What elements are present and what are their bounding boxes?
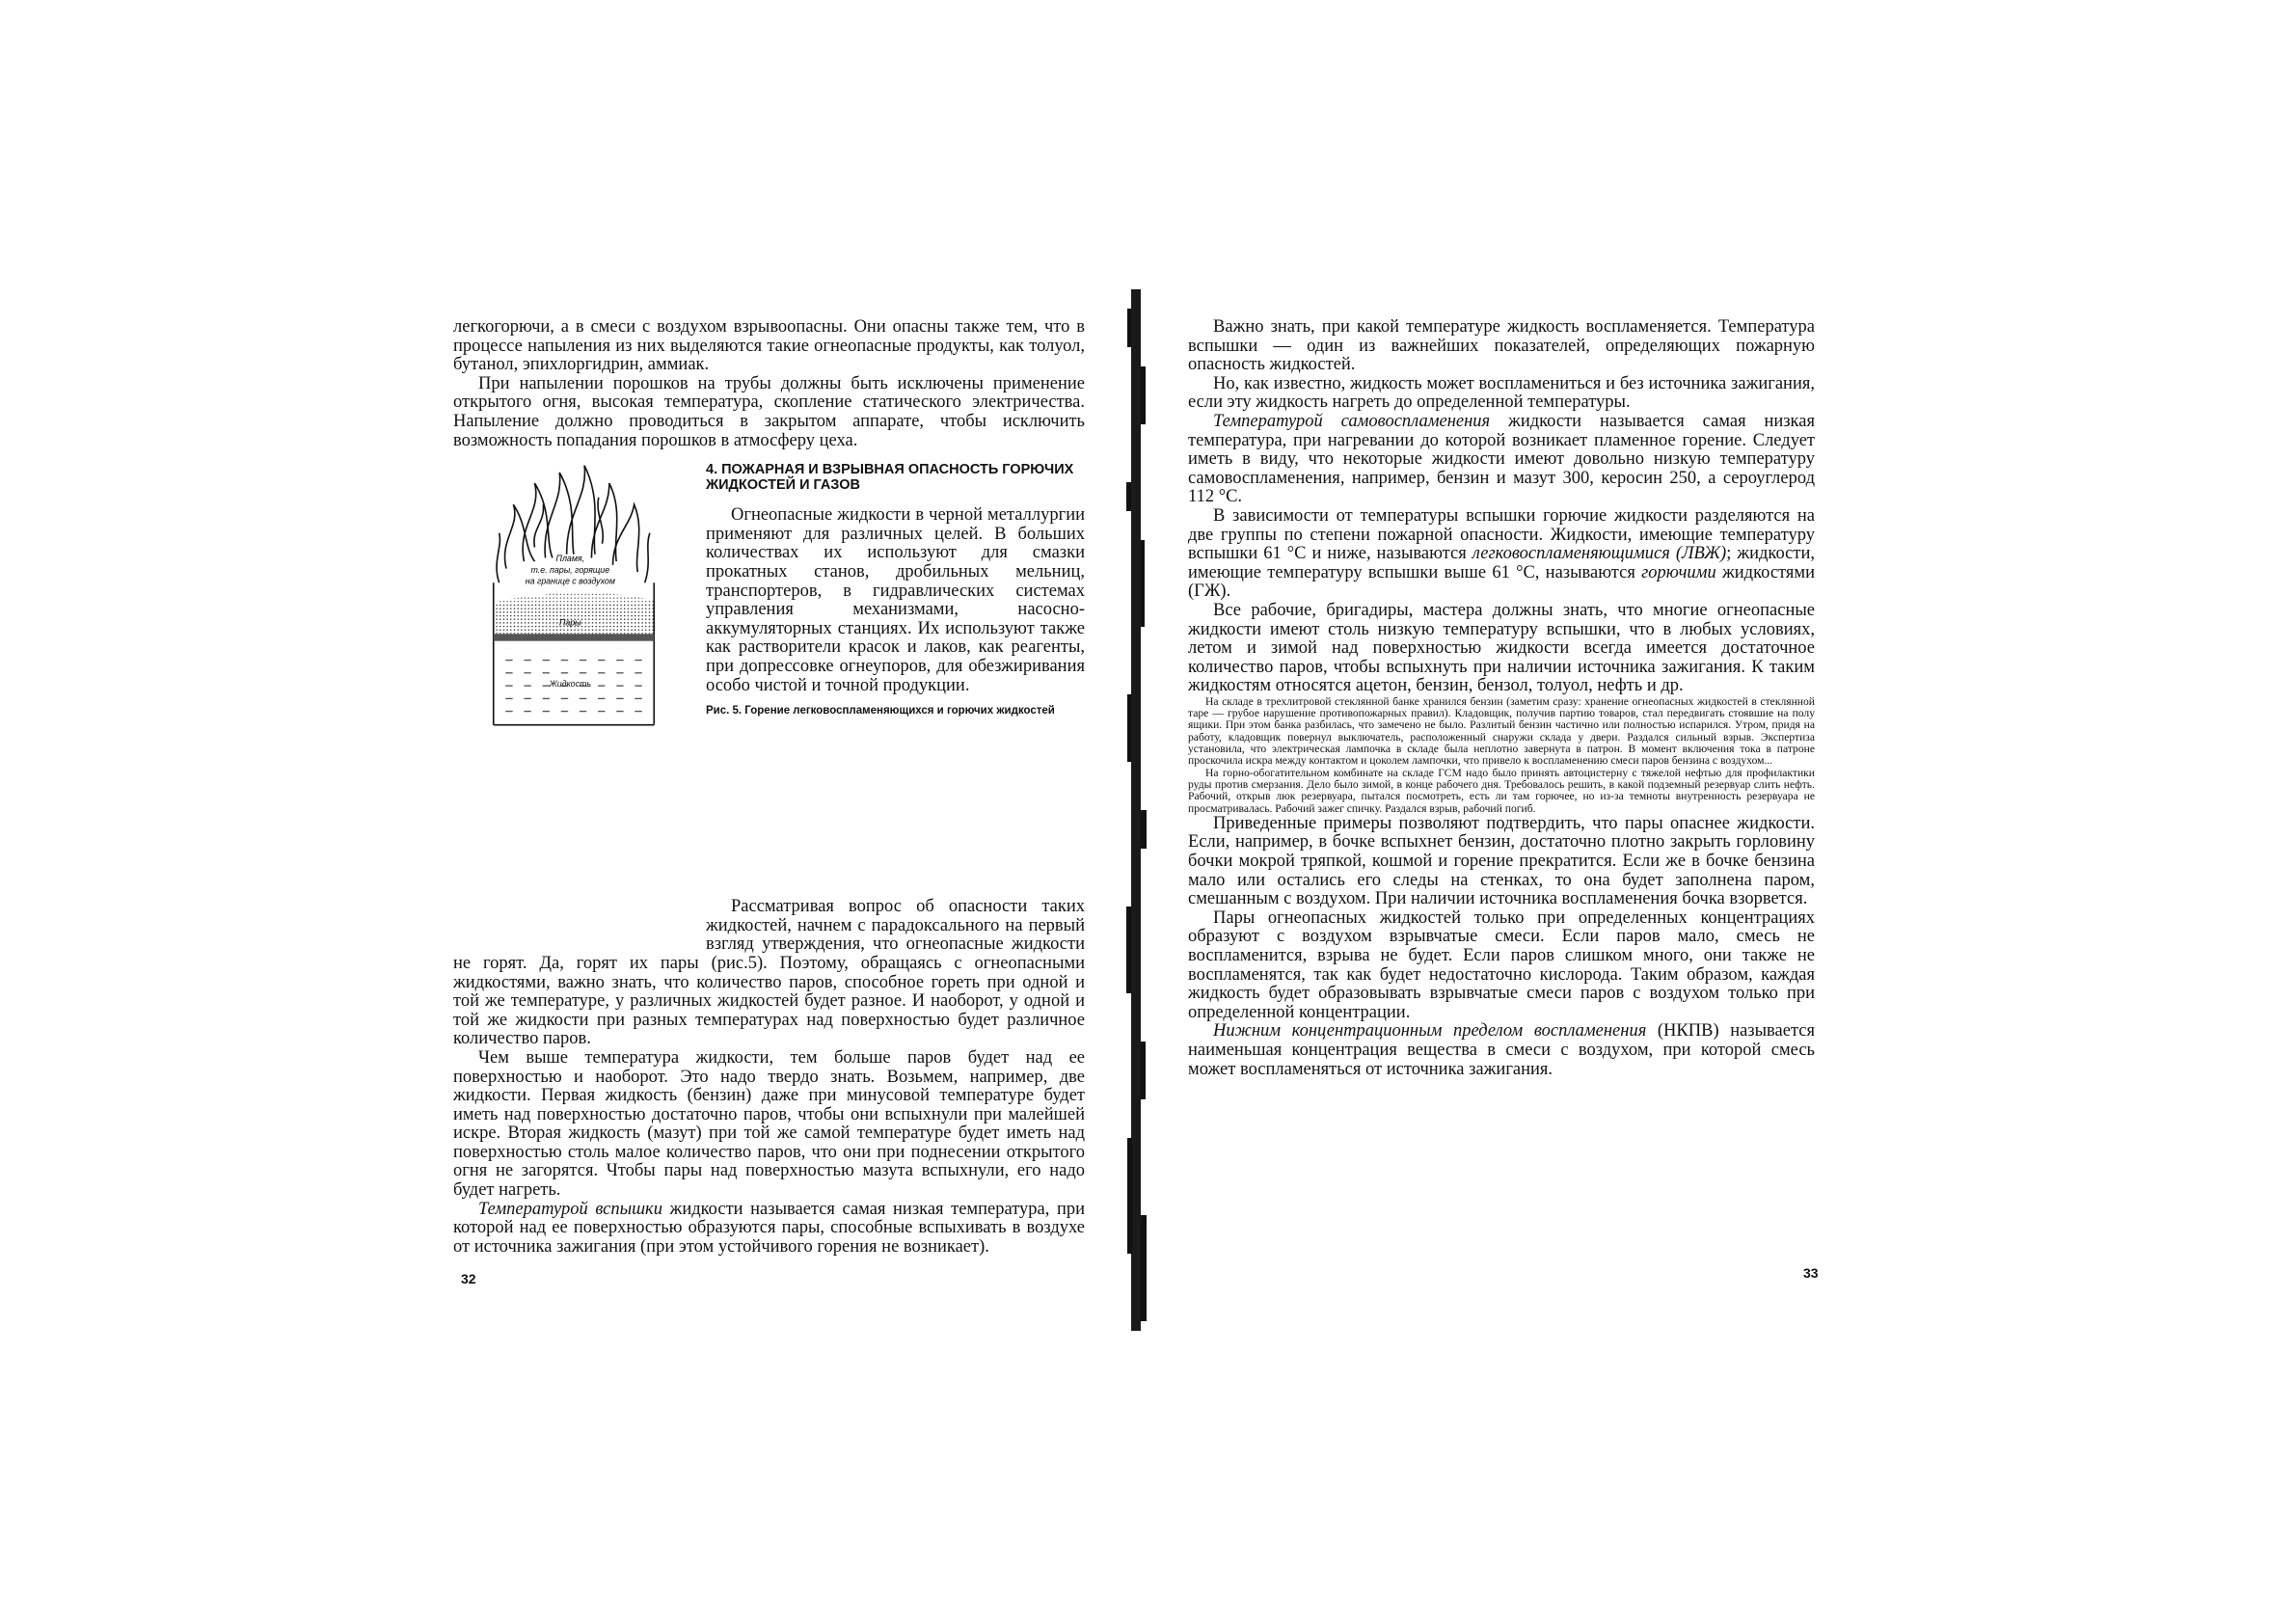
paragraph-8: Нижним концентрационным пределом воспламенения (НКПВ) называется наименьшая концентрация вещества в смеси с воздухом, при которой смесь может воспламеняться от источника зажигания. <box>1188 1021 1815 1079</box>
label-vapors: Пары <box>558 617 581 628</box>
paragraph-7: Пары огнеопасных жидкостей только при определенных концентрациях образуют с воздухом взрывчатые смеси. Если паров мало, смесь не воспламенится, взрыва не будет. Если паров слишком много, они также не воспламенятся, так как будет недостаточно кислорода. Таким образом, каждая жидкость будет образовывать взрывчатые смеси паров с воздухом только при определенной концентрации. <box>1188 907 1815 1022</box>
right-page <box>1188 318 1815 1079</box>
body-paragraph-2: Чем выше температура жидкости, тем больше паров будет над ее поверхностью и наоборот. Это надо твердо знать. Возьмем, например, две жидкости. Первая жидкость (бензин) даже при минусовой температуре будет иметь над поверхностью достаточно паров, чтобы они вспыхнули при малейшей искре. Вторая жидкость (мазут) при той же самой температуре будет иметь над поверхностью столь малое количество паров, что они при поднесении открытого огня не загорятся. Чтобы пары над поверхностью мазута вспыхнули, его надо будет нагреть. <box>453 1047 1085 1201</box>
page-number-right: 33 <box>1803 1265 1819 1281</box>
paragraph-1: Важно знать, при какой температуре жидкость воспламеняется. Температура вспышки — один из важнейших показателей, определяющих пожарную опасность жидкостей. <box>1188 317 1815 375</box>
autoignition-term: Температурой самовоспламенения <box>1213 411 1491 431</box>
paragraph-3: Температурой самовоспламенения жидкости называется самая низкая температура, при нагревании до которой возникает пламенное горение. Следует иметь в виду, что некоторые жидкости имеют довольно низкую температуру самовоспламенения, например, бензин и мазут 300, керосин 250, а сероуглерод 112 °С. <box>1188 411 1815 507</box>
paragraph-5: Все рабочие, бригадиры, мастера должны знать, что многие огнеопасные жидкости имеют столь низкую температуру вспышки, что в любых условиях, летом и зимой над поверхностью жидкости всегда имеется достаточное количество паров, чтобы вспыхнуть при наличии источника зажигания. К таким жидкостям относятся ацетон, бензин, бензол, толуол, нефть и др. <box>1188 600 1815 696</box>
flame-illustration <box>453 462 694 732</box>
intro-paragraph: легкогорючи, а в смеси с воздухом взрывоопасны. Они опасны также тем, что в процессе напыления из них выделяются такие огнеопасные продукты, как толуол, бутанол, эпихлоргидрин, аммиак. <box>453 317 1085 375</box>
nkpv-term: Нижним концентрационным пределом воспламенения <box>1213 1021 1647 1042</box>
flash-definition: жидкости называется самая низкая температура, при которой над ее поверхностью образуются пары, способные вспыхивать в воздухе от источника зажигания (при этом устойчивого горения не возникает). <box>453 1199 1085 1257</box>
flash-definition-paragraph <box>453 1201 1085 1258</box>
flash-term: Температурой вспышки <box>478 1199 662 1219</box>
paragraph-4: В зависимости от температуры вспышки горючие жидкости разделяются на две группы по степени пожарной опасности. Жидкости, имеющие температуру вспышки 61 °С и ниже, называются легковоспламеняющимися (ЛВЖ); жидкости, имеющие температуру вспышки выше 61 °С, называются горючими жидкостями (ГЖ). <box>1188 505 1815 602</box>
paragraph-6: Приведенные примеры позволяют подтвердить, что пары опаснее жидкости. Если, например, в бочке вспыхнет бензин, достаточно плотно закрыть горловину бочки мокрой тряпкой, кошмой и горение прекратится. Если же в бочке бензина мало или остались его следы на стенках, то она будет заполнена паром, смешанным с воздухом. При наличии источника воспламенения бочка взорвется. <box>1188 813 1815 909</box>
body-paragraph-1: Рассматривая вопрос об опасности таких жидкостей, начнем с парадоксального на первый взгляд утверждения, что огнеопасные жидкости не горят. Да, горят их пары (рис.5). Поэтому, обращаясь с огнеопасными жидкостями, важно знать, что количество паров, способное гореть при одной и той же температуре, у различных жидкостей будет разное. И наоборот, у одной и той же жидкости при разных температурах над поверхностью будет различное количество паров. <box>453 897 1085 1049</box>
lvzh-term: легковоспламеняющимися (ЛВЖ) <box>1472 544 1727 564</box>
example-2: На горно-обогатительном комбинате на складе ГСМ надо было принять автоцистерну с тяжелой нефтью для профилактики руды против смерзания. Дело было зимой, в конце рабочего дня. Требовалось решить, в какой подземный резервуар слить нефть. Рабочий, открыв люк резервуара, пытался посмотреть, есть ли там горючее, но из-за темноты внутренность резервуара не просматривалась. Рабочий зажег спичку. Раздался взрыв, рабочий погиб. <box>1188 766 1815 815</box>
figure-caption: Рис. 5. Горение легковоспламеняющихся и горючих жидкостей <box>706 705 1055 717</box>
gzh-term: горючими <box>1641 562 1716 582</box>
section-paragraph: Огнеопасные жидкости в черной металлургии применяют для различных целей. В больших количествах их используют для смазки прокатных станов, дробильных мельниц, транспортеров, в гидравлических системах управления механизмами, насосно-аккумуляторных станциях. Их используют также как растворители красок и лаков, как реагенты, при допрессовке огнеупоров, для обезжиривания особо чистой и точной продукции. <box>706 505 1085 695</box>
page-number-left: 32 <box>461 1271 476 1286</box>
paragraph-2: Но, как известно, жидкость может воспламениться и без источника зажигания, если эту жидкость нагреть до определенной температуры. <box>1188 373 1815 413</box>
section-heading: 4. ПОЖАРНАЯ И ВЗРЫВНАЯ ОПАСНОСТЬ ГОРЮЧИХ ЖИДКОСТЕЙ И ГАЗОВ <box>706 462 1074 494</box>
book-spine-shadow <box>1123 289 1148 1331</box>
label-flame-2: т.е. пары, горящие <box>530 565 610 576</box>
label-liquid: Жидкость <box>549 678 592 689</box>
example-1: На складе в трехлитровой стеклянной банке хранился бензин (заметим сразу: хранение огнеопасных жидкостей в стеклянной таре — грубое нарушение противопожарных правил). Кладовщик, получив партию товаров, стал передвигать стоявшие на полу ящики. При этом банка разбилась, что замечено не было. Разлитый бензин частично или полностью испарился. Утром, придя на работу, кладовщик повернул выключатель, расположенный снаружи склада у двери. Раздался сильный взрыв. Экспертиза установила, что электрическая лампочка в складе была неплотно завернута в патрон. В момент включения тока в патроне проскочила искра между контактом и цоколем лампочки, что привело к воспламенению смеси паров бензина с воздухом... <box>1188 694 1815 768</box>
label-flame-3: на границе с воздухом <box>525 576 615 586</box>
figure-5 <box>453 462 694 944</box>
label-flame-1: Пламя, <box>555 554 585 564</box>
powder-paragraph: При напылении порошков на трубы должны быть исключены применение открытого огня, высокая температура, скопление статического электричества. Напыление должно проводиться в закрытом аппарате, чтобы исключить возможность попадания порошков в атмосферу цеха. <box>453 373 1085 450</box>
left-page <box>453 318 1085 1257</box>
